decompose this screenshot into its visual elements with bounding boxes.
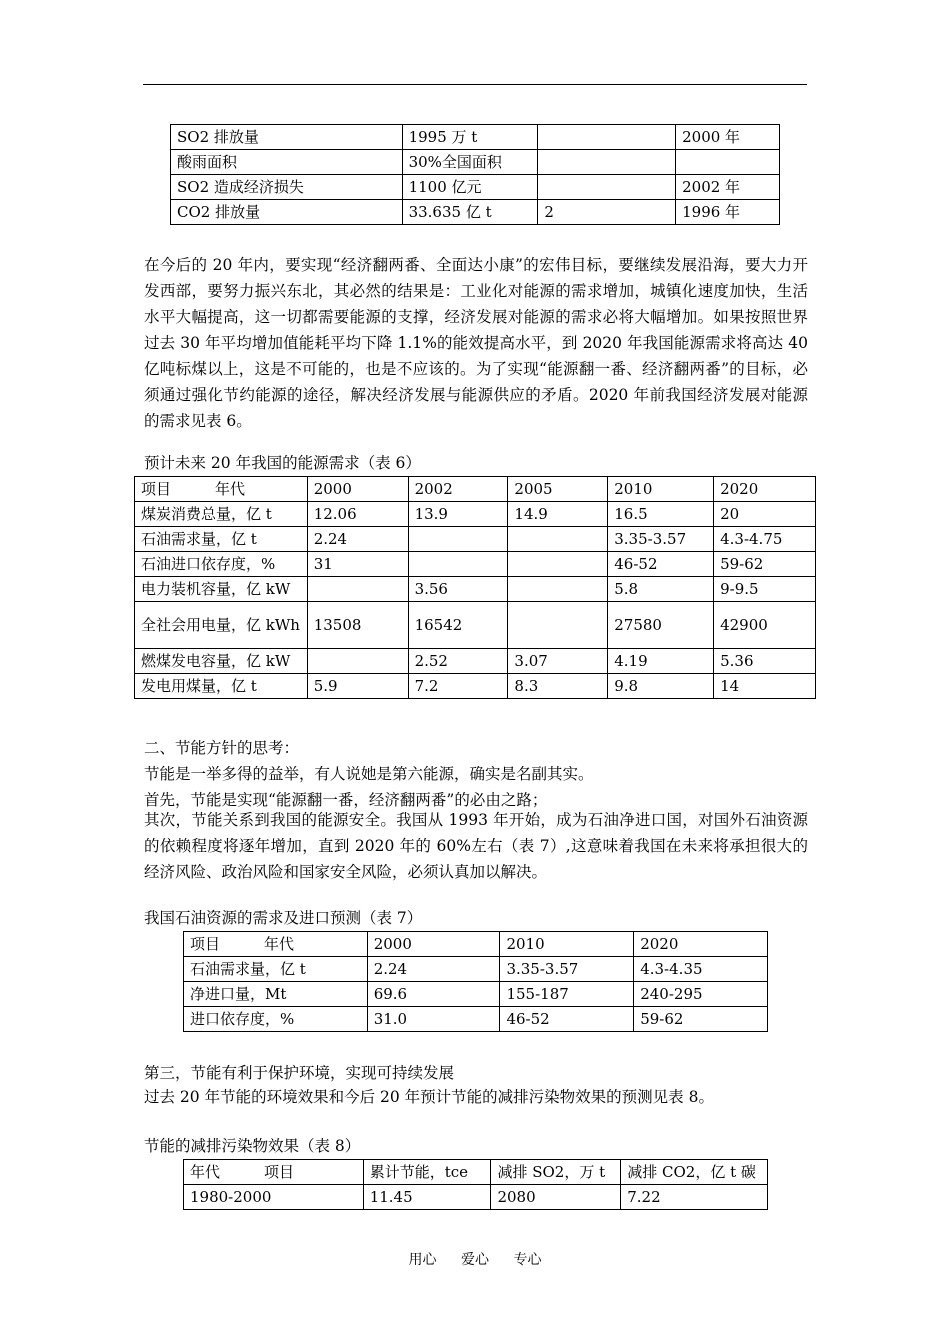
table-cell: 20 <box>714 502 816 527</box>
table-cell: 4.3-4.75 <box>714 527 816 552</box>
table-cell: 30%全国面积 <box>402 150 538 175</box>
table-cell <box>508 552 608 577</box>
table-cell <box>538 175 676 200</box>
table-cell: 7.22 <box>621 1185 768 1210</box>
table-cell: 5.9 <box>307 674 408 699</box>
table-row <box>184 1007 768 1032</box>
table-cell <box>307 577 408 602</box>
header-label-year: 年代 <box>264 935 295 953</box>
table-cell <box>408 552 508 577</box>
table-cell: 2002 年 <box>676 175 780 200</box>
header-label-year: 年代 <box>190 1163 221 1181</box>
table-cell: 14 <box>714 674 816 699</box>
section-text: 过去 20 年节能的环境效果和今后 20 年预计节能的减排污染物效果的预测见表 8。 <box>144 1088 714 1106</box>
table-cell: 4.3-4.35 <box>634 957 768 982</box>
table-row <box>171 150 780 175</box>
table-row <box>184 982 768 1007</box>
table-cell <box>508 577 608 602</box>
header-label-item: 项目 <box>141 480 172 498</box>
table-cell: 46-52 <box>500 1007 634 1032</box>
table-cell: 酸雨面积 <box>171 150 403 175</box>
table-header-cell: 2020 <box>714 477 816 502</box>
table-cell: 240-295 <box>634 982 768 1007</box>
table-cell: 1995 万 t <box>402 125 538 150</box>
table-header-cell: 2000 <box>307 477 408 502</box>
table-cell: 3.56 <box>408 577 508 602</box>
table-header-cell: 2010 <box>500 932 634 957</box>
table-cell: 27580 <box>608 602 714 649</box>
table-cell: 42900 <box>714 602 816 649</box>
page-footer: 用心 爱心 专心 <box>408 1252 542 1268</box>
table-header-row <box>135 477 816 502</box>
section-text: 第三，节能有利于保护环境，实现可持续发展 <box>144 1064 455 1082</box>
table-cell: 发电用煤量，亿 t <box>135 674 308 699</box>
table-cell: 1980-2000 <box>184 1185 364 1210</box>
table-cell: 31.0 <box>367 1007 500 1032</box>
table-header-row <box>184 932 768 957</box>
table-cell: 全社会用电量，亿 kWh <box>135 602 308 649</box>
table-cell: 16.5 <box>608 502 714 527</box>
table-cell: 8.3 <box>508 674 608 699</box>
table-header-cell: 减排 CO2，亿 t 碳 <box>621 1160 768 1185</box>
table7-caption: 我国石油资源的需求及进口预测（表 7） <box>144 909 423 927</box>
table-header-row <box>184 1160 768 1185</box>
table-row <box>135 649 816 674</box>
table-cell: 7.2 <box>408 674 508 699</box>
table-header-cell: 2000 <box>367 932 500 957</box>
table-cell: 2.52 <box>408 649 508 674</box>
table-cell: 燃煤发电容量，亿 kW <box>135 649 308 674</box>
section-heading: 二、节能方针的思考： <box>144 739 300 757</box>
table-cell: 进口依存度，% <box>184 1007 368 1032</box>
table-cell: 石油需求量，亿 t <box>135 527 308 552</box>
table-row <box>135 674 816 699</box>
table-cell <box>307 649 408 674</box>
table-cell: 2 <box>538 200 676 225</box>
table-cell: 石油进口依存度，% <box>135 552 308 577</box>
table-cell <box>676 150 780 175</box>
table-cell: CO2 排放量 <box>171 200 403 225</box>
table-cell: 31 <box>307 552 408 577</box>
table-cell: 5.36 <box>714 649 816 674</box>
table-cell: 59-62 <box>714 552 816 577</box>
table-cell: 11.45 <box>363 1185 491 1210</box>
table-cell: 3.35-3.57 <box>608 527 714 552</box>
table-row <box>171 125 780 150</box>
table-cell: 4.19 <box>608 649 714 674</box>
emission-reduction-table <box>183 1159 768 1210</box>
table-row <box>135 602 816 649</box>
table-cell: 155-187 <box>500 982 634 1007</box>
table-cell: 1100 亿元 <box>402 175 538 200</box>
table-cell: SO2 造成经济损失 <box>171 175 403 200</box>
table-cell: 电力装机容量，亿 kW <box>135 577 308 602</box>
header-label-item: 项目 <box>190 935 221 953</box>
table-cell: 33.635 亿 t <box>402 200 538 225</box>
table-cell: 13508 <box>307 602 408 649</box>
table-row <box>135 577 816 602</box>
table-cell <box>538 125 676 150</box>
table-cell: 石油需求量，亿 t <box>184 957 368 982</box>
table-row <box>135 527 816 552</box>
table-header-cell <box>184 1160 364 1185</box>
table-cell: 59-62 <box>634 1007 768 1032</box>
table6-caption: 预计未来 20 年我国的能源需求（表 6） <box>144 454 421 472</box>
table-row <box>171 200 780 225</box>
table-cell: 14.9 <box>508 502 608 527</box>
oil-forecast-table <box>183 931 768 1032</box>
table-cell <box>408 527 508 552</box>
table-header-cell: 2005 <box>508 477 608 502</box>
table-cell: 2080 <box>491 1185 621 1210</box>
table-cell <box>508 602 608 649</box>
table-cell: 16542 <box>408 602 508 649</box>
table-cell: 9-9.5 <box>714 577 816 602</box>
section-text: 节能是一举多得的益举，有人说她是第六能源，确实是名副其实。 <box>144 765 594 783</box>
table-header-cell <box>135 477 308 502</box>
table-cell: 12.06 <box>307 502 408 527</box>
table-header-cell <box>184 932 368 957</box>
table-cell: 煤炭消费总量，亿 t <box>135 502 308 527</box>
table-cell: 9.8 <box>608 674 714 699</box>
table-cell: 3.35-3.57 <box>500 957 634 982</box>
paragraph-energy-security: 其次，节能关系到我国的能源安全。我国从 1993 年开始，成为石油净进口国，对国外石油资源的依赖程度将逐年增加，直到 2020 年的 60%左右（表 7）,这意味着我国在未来将承担很大的经济风险、政治风险和国家安全风险，必须认真加以解决。 <box>144 811 808 881</box>
table-cell: 69.6 <box>367 982 500 1007</box>
table-row <box>184 1185 768 1210</box>
table-cell: 2.24 <box>307 527 408 552</box>
header-label-item: 项目 <box>264 1163 295 1181</box>
header-label-year: 年代 <box>215 480 246 498</box>
table-cell: 5.8 <box>608 577 714 602</box>
table-cell: SO2 排放量 <box>171 125 403 150</box>
table-cell: 1996 年 <box>676 200 780 225</box>
paragraph-energy-demand: 在今后的 20 年内，要实现“经济翻两番、全面达小康”的宏伟目标，要继续发展沿海，要大力开发西部，要努力振兴东北，其必然的结果是：工业化对能源的需求增加，城镇化速度加快，生活水平大幅提高，这一切都需要能源的支撑，经济发展对能源的需求必将大幅增加。如果按照世界过去 30 年平均增加值能耗平均下降 1.1%的能效提高水平，到 2020 年我国能源需求将高达 40 亿吨标煤以上，这是不可能的，也是不应该的。为了实现“能源翻一番、经济翻两番”的目标，必须通过强化节约能源的途径，解决经济发展与能源供应的矛盾。2020 年前我国经济发展对能源的需求见表 6。 <box>144 256 808 430</box>
table-cell: 2.24 <box>367 957 500 982</box>
emissions-table <box>170 124 780 225</box>
energy-demand-table <box>134 476 816 699</box>
table-cell: 46-52 <box>608 552 714 577</box>
table-header-cell: 累计节能，tce <box>363 1160 491 1185</box>
table-header-cell: 2010 <box>608 477 714 502</box>
table-cell: 3.07 <box>508 649 608 674</box>
table-row <box>171 175 780 200</box>
table-cell: 2000 年 <box>676 125 780 150</box>
header-rule <box>143 84 807 85</box>
table-cell <box>538 150 676 175</box>
table8-caption: 节能的减排污染物效果（表 8） <box>144 1137 361 1155</box>
table-cell: 13.9 <box>408 502 508 527</box>
table-header-cell: 减排 SO2，万 t <box>491 1160 621 1185</box>
table-row <box>135 502 816 527</box>
table-row <box>135 552 816 577</box>
table-cell <box>508 527 608 552</box>
section-text: 首先，节能是实现“能源翻一番，经济翻两番”的必由之路； <box>144 791 548 809</box>
table-row <box>184 957 768 982</box>
table-header-cell: 2002 <box>408 477 508 502</box>
table-cell: 净进口量，Mt <box>184 982 368 1007</box>
table-header-cell: 2020 <box>634 932 768 957</box>
